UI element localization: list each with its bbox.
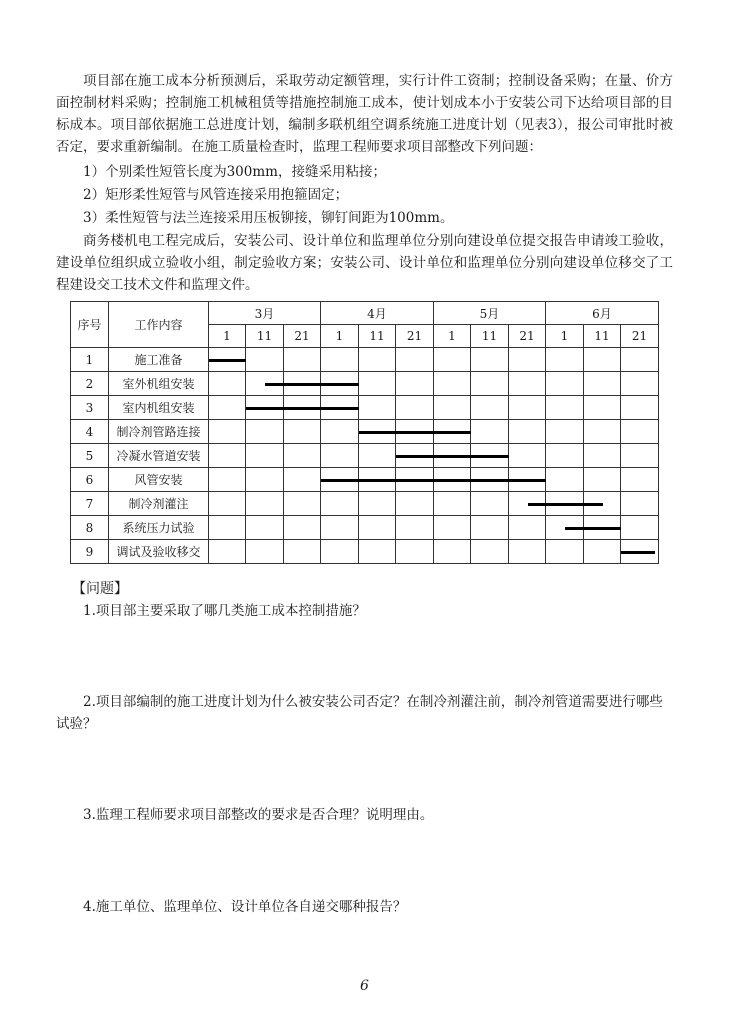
header-task: 工作内容: [109, 302, 209, 348]
timeline-cell: [396, 396, 434, 420]
timeline-cell: [546, 468, 584, 492]
timeline-cell: [321, 372, 359, 396]
timeline-cell: [246, 516, 284, 540]
table-row: [71, 372, 659, 396]
header-day: 11: [359, 325, 396, 348]
timeline-cell: [396, 348, 434, 372]
issue-item-2: 2）矩形柔性短管与风管连接采用抱箍固定；: [83, 187, 349, 203]
timeline-cell: [284, 420, 321, 444]
timeline-cell: [584, 444, 621, 468]
timeline-cell: [621, 516, 659, 540]
task-bar: [209, 359, 246, 362]
timeline-cell: [284, 468, 321, 492]
header-day: 11: [471, 325, 509, 348]
timeline-cell: [471, 372, 509, 396]
page-number: 6: [360, 978, 369, 994]
timeline-cell: [434, 516, 471, 540]
timeline-cell: [209, 468, 246, 492]
intro-paragraph-1: 项目部在施工成本分析预测后，采取劳动定额管理，实行计件工资制；控制设备采购；在量、价方面控制材料采购；控制施工机械租赁等措施控制施工成本，使计划成本小于安装公司下达给项目部的目标成本。项目部依据施工总进度计划，编制多联机组空调系统施工进度计划（见表3），报公司审批时被否定，要求重新编制。在施工质量检查时，监理工程师要求项目部整改下列问题：: [56, 73, 673, 155]
table-row: [71, 444, 659, 468]
timeline-cell: [209, 348, 246, 372]
task-number: 2: [71, 372, 109, 396]
timeline-cell: [246, 540, 284, 564]
issue-item-1: 1）个别柔性短管长度为300mm，接缝采用粘接；: [83, 164, 386, 180]
task-name: 制冷剂灌注: [109, 492, 209, 516]
timeline-cell: [434, 540, 471, 564]
timeline-cell: [359, 420, 396, 444]
timeline-cell: [359, 492, 396, 516]
timeline-cell: [509, 396, 546, 420]
timeline-cell: [509, 420, 546, 444]
timeline-cell: [396, 492, 434, 516]
timeline-cell: [321, 468, 359, 492]
timeline-cell: [359, 444, 396, 468]
header-day: 21: [396, 325, 434, 348]
timeline-cell: [621, 420, 659, 444]
timeline-cell: [209, 540, 246, 564]
timeline-cell: [621, 540, 659, 564]
timeline-cell: [359, 348, 396, 372]
task-number: 1: [71, 348, 109, 372]
timeline-cell: [621, 468, 659, 492]
timeline-cell: [584, 396, 621, 420]
timeline-cell: [396, 516, 434, 540]
intro-paragraph-2: 商务楼机电工程完成后，安装公司、设计单位和监理单位分别向建设单位提交报告申请竣工验收，建设单位组织成立验收小组，制定验收方案；安装公司、设计单位和监理单位分别向建设单位移交了工程建设交工技术文件和监理文件。: [56, 233, 673, 293]
header-month: 5月: [434, 302, 546, 325]
timeline-cell: [396, 420, 434, 444]
timeline-cell: [546, 396, 584, 420]
timeline-cell: [359, 540, 396, 564]
timeline-cell: [284, 516, 321, 540]
timeline-cell: [509, 372, 546, 396]
issue-item-3: 3）柔性短管与法兰连接采用压板铆接，铆钉间距为100mm。: [83, 210, 454, 226]
task-name: 冷凝水管道安装: [109, 444, 209, 468]
task-number: 5: [71, 444, 109, 468]
timeline-cell: [321, 540, 359, 564]
timeline-cell: [359, 396, 396, 420]
timeline-cell: [584, 516, 621, 540]
timeline-cell: [284, 396, 321, 420]
timeline-cell: [546, 492, 584, 516]
timeline-cell: [509, 492, 546, 516]
timeline-cell: [209, 516, 246, 540]
table-row: [71, 468, 659, 492]
timeline-cell: [359, 372, 396, 396]
task-name: 室内机组安装: [109, 396, 209, 420]
timeline-cell: [546, 420, 584, 444]
header-day: 1: [209, 325, 246, 348]
timeline-cell: [209, 396, 246, 420]
task-name: 风管安装: [109, 468, 209, 492]
timeline-cell: [209, 372, 246, 396]
timeline-cell: [509, 516, 546, 540]
timeline-cell: [246, 348, 284, 372]
header-day: 21: [621, 325, 659, 348]
timeline-cell: [321, 492, 359, 516]
task-name: 室外机组安装: [109, 372, 209, 396]
timeline-cell: [584, 492, 621, 516]
timeline-cell: [246, 468, 284, 492]
timeline-cell: [621, 348, 659, 372]
timeline-cell: [246, 372, 284, 396]
task-name: 调试及验收移交: [109, 540, 209, 564]
table-row: [71, 492, 659, 516]
header-day: 21: [284, 325, 321, 348]
header-seq: 序号: [71, 302, 109, 348]
timeline-cell: [584, 372, 621, 396]
task-number: 6: [71, 468, 109, 492]
question-3: 3.监理工程师要求项目部整改的要求是否合理？说明理由。: [83, 807, 434, 823]
timeline-cell: [621, 372, 659, 396]
timeline-cell: [246, 444, 284, 468]
timeline-cell: [321, 396, 359, 420]
timeline-cell: [434, 348, 471, 372]
timeline-cell: [434, 492, 471, 516]
task-number: 8: [71, 516, 109, 540]
timeline-cell: [546, 516, 584, 540]
timeline-cell: [396, 372, 434, 396]
timeline-cell: [471, 492, 509, 516]
timeline-cell: [396, 540, 434, 564]
timeline-cell: [246, 396, 284, 420]
timeline-cell: [321, 444, 359, 468]
timeline-cell: [621, 492, 659, 516]
schedule-table: [70, 301, 659, 564]
header-day: 11: [584, 325, 621, 348]
task-name: 系统压力试验: [109, 516, 209, 540]
timeline-cell: [434, 372, 471, 396]
header-month: 6月: [546, 302, 659, 325]
timeline-cell: [546, 348, 584, 372]
question-4: 4.施工单位、监理单位、设计单位各自递交哪种报告？: [83, 899, 407, 915]
header-day: 1: [546, 325, 584, 348]
timeline-cell: [434, 420, 471, 444]
timeline-cell: [434, 444, 471, 468]
timeline-cell: [209, 492, 246, 516]
timeline-cell: [321, 348, 359, 372]
questions-heading: 【问题】: [72, 581, 128, 597]
timeline-cell: [546, 540, 584, 564]
timeline-cell: [471, 396, 509, 420]
header-month: 4月: [321, 302, 434, 325]
timeline-cell: [396, 468, 434, 492]
timeline-cell: [321, 420, 359, 444]
timeline-cell: [621, 396, 659, 420]
timeline-cell: [509, 444, 546, 468]
task-name: 制冷剂管路连接: [109, 420, 209, 444]
timeline-cell: [509, 348, 546, 372]
timeline-cell: [471, 468, 509, 492]
timeline-cell: [546, 372, 584, 396]
task-name: 施工准备: [109, 348, 209, 372]
table-row: [71, 540, 659, 564]
timeline-cell: [321, 516, 359, 540]
task-number: 9: [71, 540, 109, 564]
timeline-cell: [471, 516, 509, 540]
task-number: 7: [71, 492, 109, 516]
timeline-cell: [284, 372, 321, 396]
timeline-cell: [471, 420, 509, 444]
task-number: 4: [71, 420, 109, 444]
table-row: [71, 516, 659, 540]
timeline-cell: [434, 468, 471, 492]
timeline-cell: [584, 540, 621, 564]
timeline-cell: [434, 396, 471, 420]
timeline-cell: [284, 444, 321, 468]
timeline-cell: [471, 444, 509, 468]
timeline-cell: [584, 348, 621, 372]
timeline-cell: [621, 444, 659, 468]
timeline-cell: [359, 468, 396, 492]
timeline-cell: [284, 348, 321, 372]
table-row: [71, 420, 659, 444]
timeline-cell: [396, 444, 434, 468]
timeline-cell: [584, 420, 621, 444]
task-number: 3: [71, 396, 109, 420]
question-2: 2.项目部编制的施工进度计划为什么被安装公司否定？在制冷剂灌注前，制冷剂管道需要进行哪些试验？: [56, 694, 663, 732]
header-day: 11: [246, 325, 284, 348]
table-row: [71, 396, 659, 420]
header-month: 3月: [209, 302, 321, 325]
header-day: 1: [321, 325, 359, 348]
timeline-cell: [359, 516, 396, 540]
timeline-cell: [209, 444, 246, 468]
timeline-cell: [209, 420, 246, 444]
timeline-cell: [246, 492, 284, 516]
timeline-cell: [584, 468, 621, 492]
timeline-cell: [546, 444, 584, 468]
timeline-cell: [509, 468, 546, 492]
timeline-cell: [471, 540, 509, 564]
timeline-cell: [471, 348, 509, 372]
table-row: [71, 348, 659, 372]
timeline-cell: [284, 492, 321, 516]
timeline-cell: [509, 540, 546, 564]
header-day: 1: [434, 325, 471, 348]
header-day: 21: [509, 325, 546, 348]
timeline-cell: [284, 540, 321, 564]
timeline-cell: [246, 420, 284, 444]
question-1: 1.项目部主要采取了哪几类施工成本控制措施？: [83, 603, 366, 619]
